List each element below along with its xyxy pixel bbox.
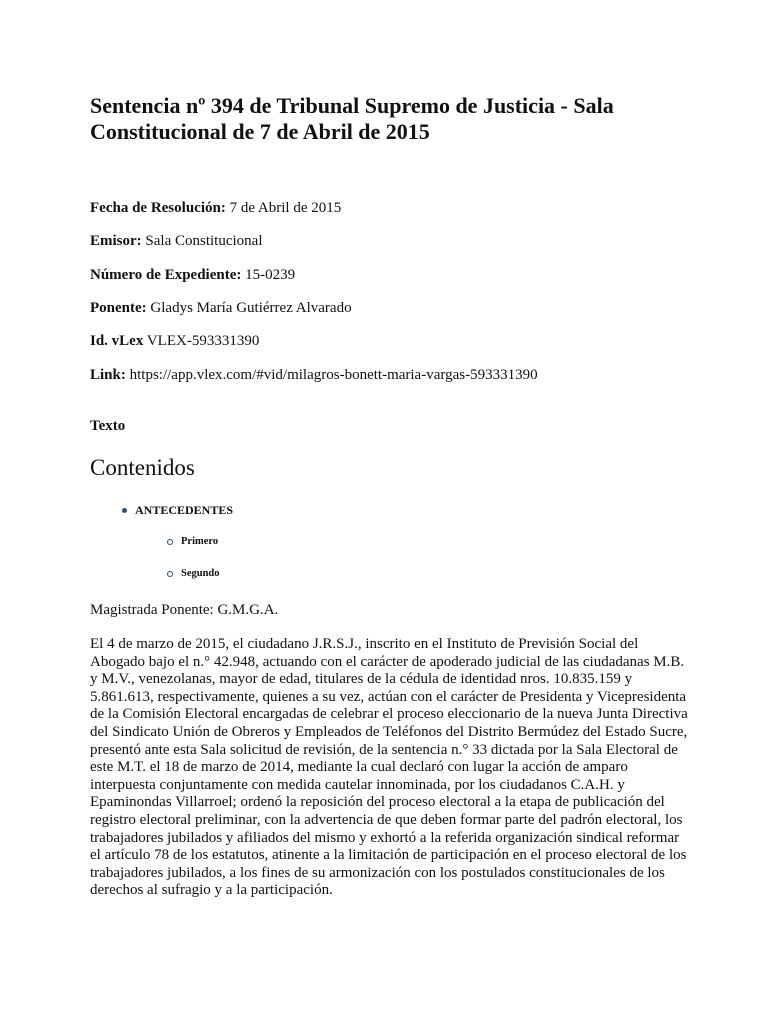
toc-subitem-segundo[interactable]: Segundo xyxy=(181,568,220,579)
meta-fecha-resolucion xyxy=(90,199,690,217)
meta-label: Link: xyxy=(90,367,126,383)
meta-numero-expediente xyxy=(90,266,690,284)
meta-label: Fecha de Resolución: xyxy=(90,200,226,216)
toc-item-antecedentes[interactable]: ANTECEDENTES xyxy=(135,503,234,517)
meta-link xyxy=(90,366,690,384)
meta-emisor xyxy=(90,232,690,250)
meta-value: Gladys María Gutiérrez Alvarado xyxy=(150,300,352,316)
meta-value: 7 de Abril de 2015 xyxy=(229,200,342,216)
bullet-circle-icon xyxy=(167,571,173,577)
meta-label: Emisor: xyxy=(90,233,142,249)
meta-label: Ponente: xyxy=(90,300,147,316)
document-title: Sentencia nº 394 de Tribunal Supremo de Justicia - Sala Constitucional de 7 de Abril de 2015 xyxy=(90,93,614,144)
meta-value: VLEX-593331390 xyxy=(146,333,260,349)
bullet-circle-icon xyxy=(167,539,173,545)
toc-subitem-primero[interactable]: Primero xyxy=(181,536,219,547)
contents-heading: Contenidos xyxy=(90,455,195,480)
meta-value: 15-0239 xyxy=(245,267,296,283)
meta-id-vlex xyxy=(90,332,690,350)
meta-label: Número de Expediente: xyxy=(90,267,242,283)
meta-ponente xyxy=(90,299,690,317)
paragraph-body: El 4 de marzo de 2015, el ciudadano J.R.S.J., inscrito en el Instituto de Previsión Social del Abogado bajo el n.° 42.948, actuando con el carácter de apoderado judicial de las ciudadanas M.B. y M.V., venezolanas, mayor de edad, titulares de la cédula de identidad nros. 10.835.159 y 5.861.613, respectivamente, quienes a su vez, actúan con el carácter de Presidenta y Vicepresidenta de la Comisión Electoral encargadas de celebrar el proceso eleccionario de la nueva Junta Directiva del Sindicato Unión de Obreros y Empleados de Teléfonos del Distrito Bermúdez del Estado Sucre, presentó ante esta Sala solicitud de revisión, de la sentencia n.° 33 dictada por la Sala Electoral de este M.T. el 18 de marzo de 2014, mediante la cual declaró con lugar la acción de amparo interpuesta conjuntamente con medida cautelar innominada, por los ciudadanos C.A.H. y Epaminondas Villarroel; ordenó la reposición del proceso electoral a la etapa de publicación del registro electoral preliminar, con la advertencia de que deben formar parte del padrón electoral, los trabajadores jubilados y afiliados del mismo y exhortó a la referida organización sindical reformar el artículo 78 de los estatutos, atinente a la limitación de participación en el proceso electoral de los trabajadores jubilados, a los fines de su armonización con los postulados constitucionales de los derechos al sufragio y a la participación. xyxy=(90,636,688,899)
bullet-disc-icon xyxy=(122,508,127,513)
meta-link-value[interactable]: https://app.vlex.com/#vid/milagros-bonett-maria-vargas-593331390 xyxy=(129,367,538,383)
section-label-texto: Texto xyxy=(90,418,126,434)
meta-value: Sala Constitucional xyxy=(145,233,263,249)
paragraph-magistrada-ponente: Magistrada Ponente: G.M.G.A. xyxy=(90,602,279,618)
meta-label: Id. vLex xyxy=(90,333,144,349)
